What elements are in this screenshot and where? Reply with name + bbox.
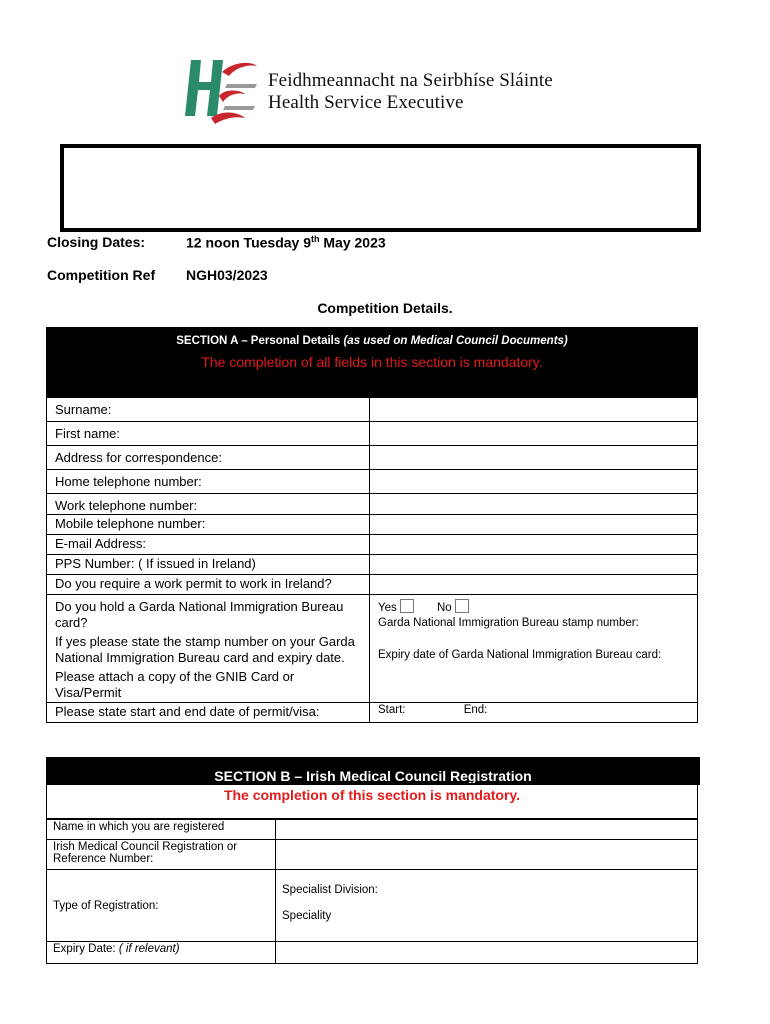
hse-logo-icon	[175, 56, 261, 126]
registration-type-label: Type of Registration:	[47, 870, 276, 942]
competition-ref-value: NGH03/2023	[186, 267, 268, 283]
surname-input[interactable]	[370, 398, 698, 422]
registered-name-input[interactable]	[276, 820, 698, 840]
gnib-attach-note: Please attach a copy of the GNIB Card or Visa/Permit	[55, 669, 295, 700]
address-input[interactable]	[370, 446, 698, 470]
section-a-table	[46, 397, 698, 723]
logo-text	[268, 70, 553, 114]
registered-name-label: Name in which you are registered	[47, 820, 276, 840]
competition-ref-label: Competition Ref	[47, 267, 156, 283]
field-label: Home telephone number:	[47, 470, 370, 494]
section-b-header	[46, 757, 700, 785]
work-permit-input[interactable]	[370, 575, 698, 595]
table-row	[47, 446, 698, 470]
section-b-mandatory-box	[46, 783, 698, 819]
registration-number-label: Irish Medical Council Registration or Reference Number:	[47, 840, 276, 870]
title-box	[60, 144, 701, 232]
gnib-question-cell	[47, 595, 370, 703]
work-phone-input[interactable]	[370, 494, 698, 515]
gnib-stamp-label: Garda National Immigration Bureau stamp number:	[378, 617, 639, 629]
registration-number-input[interactable]	[276, 840, 698, 870]
table-row	[47, 575, 698, 595]
end-label: End:	[463, 704, 488, 716]
field-label: PPS Number: ( If issued in Ireland)	[47, 555, 370, 575]
expiry-date-input[interactable]	[276, 942, 698, 964]
gnib-stamp-question: If yes please state the stamp number on your Garda National Immigration Bureau card and expiry date.	[55, 634, 355, 665]
competition-details-heading: Competition Details.	[317, 300, 453, 316]
closing-dates-label: Closing Dates:	[47, 234, 146, 250]
permit-dates-cell[interactable]	[370, 703, 698, 723]
field-label: E-mail Address:	[47, 535, 370, 555]
email-input[interactable]	[370, 535, 698, 555]
field-label: Mobile telephone number:	[47, 515, 370, 535]
logo-line-english: Health Service Executive	[268, 92, 464, 113]
registration-type-cell[interactable]	[276, 870, 698, 942]
yes-checkbox[interactable]	[400, 599, 414, 613]
permit-dates-label: Please state start and end date of permit/visa:	[47, 703, 370, 723]
first-name-input[interactable]	[370, 422, 698, 446]
expiry-date-label: Expiry Date: ( if relevant)	[47, 942, 276, 964]
section-b-mandatory-note: The completion of this section is mandatory.	[223, 787, 521, 803]
mobile-phone-input[interactable]	[370, 515, 698, 535]
field-label: Work telephone number:	[47, 494, 370, 515]
start-label: Start:	[378, 704, 406, 716]
table-row	[47, 942, 698, 964]
table-row	[47, 555, 698, 575]
home-phone-input[interactable]	[370, 470, 698, 494]
table-row	[47, 398, 698, 422]
field-label: Surname:	[47, 398, 370, 422]
field-label: Address for correspondence:	[47, 446, 370, 470]
table-row	[47, 422, 698, 446]
table-row	[47, 820, 698, 840]
field-label: Do you require a work permit to work in Ireland?	[47, 575, 370, 595]
section-a-title: SECTION A – Personal Details (as used on Medical Council Documents)	[176, 335, 568, 347]
section-b-title: SECTION B – Irish Medical Council Registration	[214, 768, 532, 784]
gnib-expiry-label: Expiry date of Garda National Immigration Bureau card:	[378, 649, 662, 661]
specialist-division-label: Specialist Division:	[282, 884, 378, 896]
pps-input[interactable]	[370, 555, 698, 575]
section-a-mandatory-note: The completion of all fields in this section is mandatory.	[201, 354, 543, 370]
gnib-yes-no	[378, 599, 689, 614]
speciality-label: Speciality	[282, 910, 332, 922]
section-a-header	[46, 327, 698, 397]
logo-line-irish: Feidhmeannacht na Seirbhíse Sláinte	[268, 70, 553, 91]
yes-label: Yes	[378, 602, 397, 614]
closing-dates-value: 12 noon Tuesday 9th May 2023	[186, 234, 386, 251]
table-row	[47, 703, 698, 723]
table-row	[47, 494, 698, 515]
section-b-table	[46, 819, 698, 964]
no-checkbox[interactable]	[455, 599, 469, 613]
gnib-question: Do you hold a Garda National Immigration Bureau card?	[55, 599, 344, 630]
field-label: First name:	[47, 422, 370, 446]
gnib-answer-cell	[370, 595, 698, 703]
table-row	[47, 470, 698, 494]
table-row	[47, 515, 698, 535]
no-label: No	[436, 602, 452, 614]
table-row	[47, 870, 698, 942]
table-row	[47, 840, 698, 870]
table-row	[47, 535, 698, 555]
table-row	[47, 595, 698, 703]
